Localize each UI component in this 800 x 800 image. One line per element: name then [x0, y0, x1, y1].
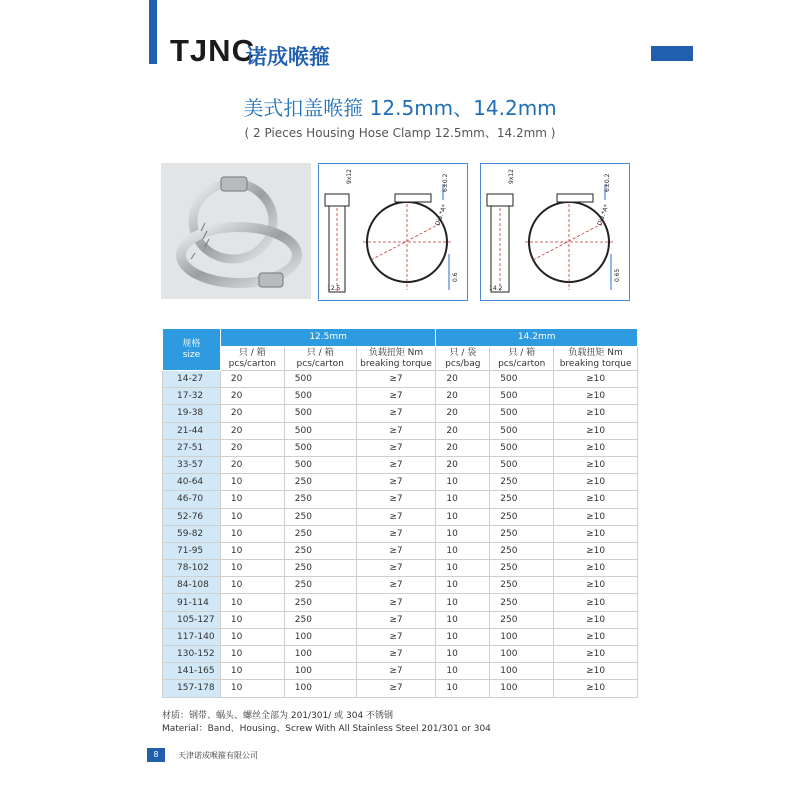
- value-cell: 20: [436, 371, 490, 388]
- value-cell: 100: [284, 628, 356, 645]
- value-cell: 20: [220, 371, 284, 388]
- value-cell: 250: [490, 577, 554, 594]
- page-subtitle: ( 2 Pieces Housing Hose Clamp 12.5mm、14.2mm ): [244, 126, 556, 140]
- size-cell: 105-127: [163, 611, 221, 628]
- value-cell: 10: [436, 560, 490, 577]
- page-number: 8: [147, 748, 165, 762]
- value-cell: 250: [490, 525, 554, 542]
- value-cell: 100: [284, 663, 356, 680]
- col-header: 负载扭矩 Nm breaking torque: [356, 347, 436, 371]
- value-cell: ≥10: [554, 646, 638, 663]
- value-cell: 250: [284, 525, 356, 542]
- value-cell: 10: [436, 577, 490, 594]
- value-cell: ≥10: [554, 388, 638, 405]
- table-row: [163, 542, 638, 559]
- value-cell: 10: [436, 508, 490, 525]
- corner-accent-block: [651, 46, 693, 61]
- size-cell: 117-140: [163, 628, 221, 645]
- value-cell: 10: [436, 663, 490, 680]
- value-cell: ≥7: [356, 680, 436, 697]
- dim-band-width-label: 12.5: [327, 285, 341, 292]
- material-note: [162, 710, 491, 736]
- value-cell: ≥10: [554, 474, 638, 491]
- value-cell: ≥10: [554, 680, 638, 697]
- value-cell: 250: [284, 594, 356, 611]
- value-cell: 10: [436, 491, 490, 508]
- value-cell: ≥7: [356, 542, 436, 559]
- table-row: [163, 611, 638, 628]
- value-cell: 250: [490, 542, 554, 559]
- size-cell: 71-95: [163, 542, 221, 559]
- size-header: [163, 329, 221, 371]
- dim-housing-label: 6±0.2: [604, 173, 611, 192]
- value-cell: 10: [436, 542, 490, 559]
- size-header-en: size: [182, 349, 201, 360]
- value-cell: 20: [220, 422, 284, 439]
- value-cell: 250: [284, 611, 356, 628]
- product-photo: [161, 163, 311, 299]
- value-cell: 500: [490, 371, 554, 388]
- value-cell: 10: [220, 611, 284, 628]
- dimension-diagram-12-5mm: [318, 163, 468, 301]
- dim-diameter-label: Dia.*A*: [434, 203, 449, 227]
- value-cell: 10: [220, 508, 284, 525]
- value-cell: 500: [284, 439, 356, 456]
- value-cell: 20: [436, 405, 490, 422]
- value-cell: ≥10: [554, 594, 638, 611]
- size-cell: 84-108: [163, 577, 221, 594]
- value-cell: 20: [220, 388, 284, 405]
- value-cell: 500: [490, 388, 554, 405]
- value-cell: ≥10: [554, 456, 638, 473]
- value-cell: 10: [436, 525, 490, 542]
- value-cell: ≥7: [356, 422, 436, 439]
- value-cell: 250: [284, 491, 356, 508]
- value-cell: 20: [436, 439, 490, 456]
- value-cell: 10: [220, 525, 284, 542]
- value-cell: 100: [284, 680, 356, 697]
- value-cell: 100: [490, 646, 554, 663]
- value-cell: 20: [436, 422, 490, 439]
- value-cell: ≥10: [554, 439, 638, 456]
- value-cell: ≥7: [356, 646, 436, 663]
- dim-width-label: 9x12: [508, 168, 515, 184]
- value-cell: 10: [436, 680, 490, 697]
- value-cell: 10: [220, 628, 284, 645]
- value-cell: 10: [436, 628, 490, 645]
- value-cell: ≥7: [356, 456, 436, 473]
- table-row: [163, 439, 638, 456]
- table-row: [163, 422, 638, 439]
- dim-width-label: 9x12: [346, 168, 353, 184]
- value-cell: ≥7: [356, 474, 436, 491]
- value-cell: ≥10: [554, 508, 638, 525]
- company-name: 天津诺成喉箍有限公司: [178, 751, 258, 760]
- value-cell: 250: [490, 594, 554, 611]
- value-cell: 10: [220, 680, 284, 697]
- size-cell: 19-38: [163, 405, 221, 422]
- col-header: 只 / 箱 pcs/carton: [220, 347, 284, 371]
- value-cell: ≥10: [554, 371, 638, 388]
- value-cell: ≥10: [554, 611, 638, 628]
- value-cell: ≥7: [356, 594, 436, 611]
- value-cell: ≥10: [554, 628, 638, 645]
- size-cell: 52-76: [163, 508, 221, 525]
- table-row: [163, 508, 638, 525]
- value-cell: 500: [490, 405, 554, 422]
- size-cell: 33-57: [163, 456, 221, 473]
- table-row: [163, 628, 638, 645]
- value-cell: ≥7: [356, 508, 436, 525]
- value-cell: 250: [284, 577, 356, 594]
- group-header-12-5: 12.5mm: [220, 329, 436, 347]
- table-row: [163, 560, 638, 577]
- value-cell: 250: [284, 474, 356, 491]
- table-row: [163, 491, 638, 508]
- value-cell: 250: [284, 542, 356, 559]
- table-row: [163, 474, 638, 491]
- value-cell: ≥7: [356, 577, 436, 594]
- table-row: [163, 405, 638, 422]
- value-cell: 250: [284, 508, 356, 525]
- size-header-cn: 规格: [182, 338, 201, 349]
- table-row: [163, 525, 638, 542]
- size-cell: 130-152: [163, 646, 221, 663]
- table-row: [163, 388, 638, 405]
- brand-name-cn: 诺成喉箍: [246, 45, 330, 69]
- group-header-14-2: 14.2mm: [436, 329, 638, 347]
- dim-band-width-label: 14.2: [489, 285, 503, 292]
- size-cell: 157-178: [163, 680, 221, 697]
- value-cell: ≥10: [554, 542, 638, 559]
- value-cell: 250: [490, 474, 554, 491]
- value-cell: 500: [490, 439, 554, 456]
- table-row: [163, 371, 638, 388]
- material-note-cn: 材质：钢带、蜗头、螺丝全部为 201/301/ 或 304 不锈钢: [162, 711, 394, 721]
- size-cell: 46-70: [163, 491, 221, 508]
- value-cell: 10: [220, 491, 284, 508]
- value-cell: ≥10: [554, 405, 638, 422]
- value-cell: 250: [490, 508, 554, 525]
- dim-thickness-label: 0.6: [452, 272, 459, 282]
- value-cell: ≥10: [554, 525, 638, 542]
- dim-housing-label: 6±0.2: [442, 173, 449, 192]
- size-cell: 91-114: [163, 594, 221, 611]
- size-cell: 40-64: [163, 474, 221, 491]
- value-cell: ≥7: [356, 439, 436, 456]
- spec-table-body: [163, 371, 638, 698]
- spec-table: [162, 328, 638, 698]
- value-cell: 100: [490, 663, 554, 680]
- value-cell: 10: [436, 594, 490, 611]
- value-cell: ≥10: [554, 663, 638, 680]
- value-cell: ≥7: [356, 491, 436, 508]
- value-cell: 100: [490, 628, 554, 645]
- size-cell: 14-27: [163, 371, 221, 388]
- value-cell: 10: [220, 646, 284, 663]
- table-row: [163, 594, 638, 611]
- size-cell: 78-102: [163, 560, 221, 577]
- value-cell: 500: [284, 456, 356, 473]
- value-cell: ≥7: [356, 663, 436, 680]
- value-cell: ≥10: [554, 577, 638, 594]
- col-header: 只 / 箱 pcs/carton: [490, 347, 554, 371]
- value-cell: 500: [284, 405, 356, 422]
- dim-thickness-label: 0.65: [614, 268, 621, 282]
- material-note-en: Material：Band、Housing、Screw With All Stainless Steel 201/301 or 304: [162, 724, 491, 734]
- size-cell: 59-82: [163, 525, 221, 542]
- value-cell: 10: [436, 474, 490, 491]
- page-title: 美式扣盖喉箍 12.5mm、14.2mm: [243, 96, 557, 120]
- column-header-row: [163, 347, 638, 371]
- value-cell: 500: [490, 422, 554, 439]
- table-row: [163, 456, 638, 473]
- value-cell: ≥7: [356, 628, 436, 645]
- table-row: [163, 577, 638, 594]
- value-cell: ≥7: [356, 560, 436, 577]
- value-cell: 500: [490, 456, 554, 473]
- col-header: 负载扭矩 Nm breaking torque: [554, 347, 638, 371]
- value-cell: 10: [220, 577, 284, 594]
- col-header: 只 / 箱 pcs/carton: [284, 347, 356, 371]
- table-row: [163, 663, 638, 680]
- value-cell: 10: [220, 560, 284, 577]
- value-cell: 250: [490, 491, 554, 508]
- value-cell: ≥7: [356, 405, 436, 422]
- value-cell: 20: [436, 388, 490, 405]
- value-cell: 20: [436, 456, 490, 473]
- dimension-diagram-14-2mm: [480, 163, 630, 301]
- value-cell: 100: [490, 680, 554, 697]
- value-cell: 10: [220, 594, 284, 611]
- brand-logo: TJNC: [170, 33, 255, 68]
- value-cell: ≥10: [554, 491, 638, 508]
- brand-accent-bar: [149, 0, 157, 64]
- value-cell: 20: [220, 456, 284, 473]
- value-cell: 10: [436, 611, 490, 628]
- table-row: [163, 680, 638, 697]
- value-cell: 10: [220, 542, 284, 559]
- value-cell: 500: [284, 388, 356, 405]
- size-cell: 21-44: [163, 422, 221, 439]
- value-cell: 250: [284, 560, 356, 577]
- value-cell: 10: [220, 663, 284, 680]
- value-cell: 500: [284, 371, 356, 388]
- value-cell: 250: [490, 560, 554, 577]
- value-cell: 500: [284, 422, 356, 439]
- value-cell: 250: [490, 611, 554, 628]
- value-cell: 10: [436, 646, 490, 663]
- value-cell: ≥10: [554, 560, 638, 577]
- value-cell: ≥7: [356, 525, 436, 542]
- size-cell: 27-51: [163, 439, 221, 456]
- value-cell: 20: [220, 405, 284, 422]
- size-cell: 17-32: [163, 388, 221, 405]
- value-cell: 20: [220, 439, 284, 456]
- col-header: 只 / 袋 pcs/bag: [436, 347, 490, 371]
- dim-diameter-label: Dia.*A*: [596, 203, 611, 227]
- table-row: [163, 646, 638, 663]
- size-cell: 141-165: [163, 663, 221, 680]
- value-cell: ≥7: [356, 388, 436, 405]
- value-cell: 100: [284, 646, 356, 663]
- value-cell: ≥7: [356, 611, 436, 628]
- value-cell: ≥7: [356, 371, 436, 388]
- value-cell: 10: [220, 474, 284, 491]
- value-cell: ≥10: [554, 422, 638, 439]
